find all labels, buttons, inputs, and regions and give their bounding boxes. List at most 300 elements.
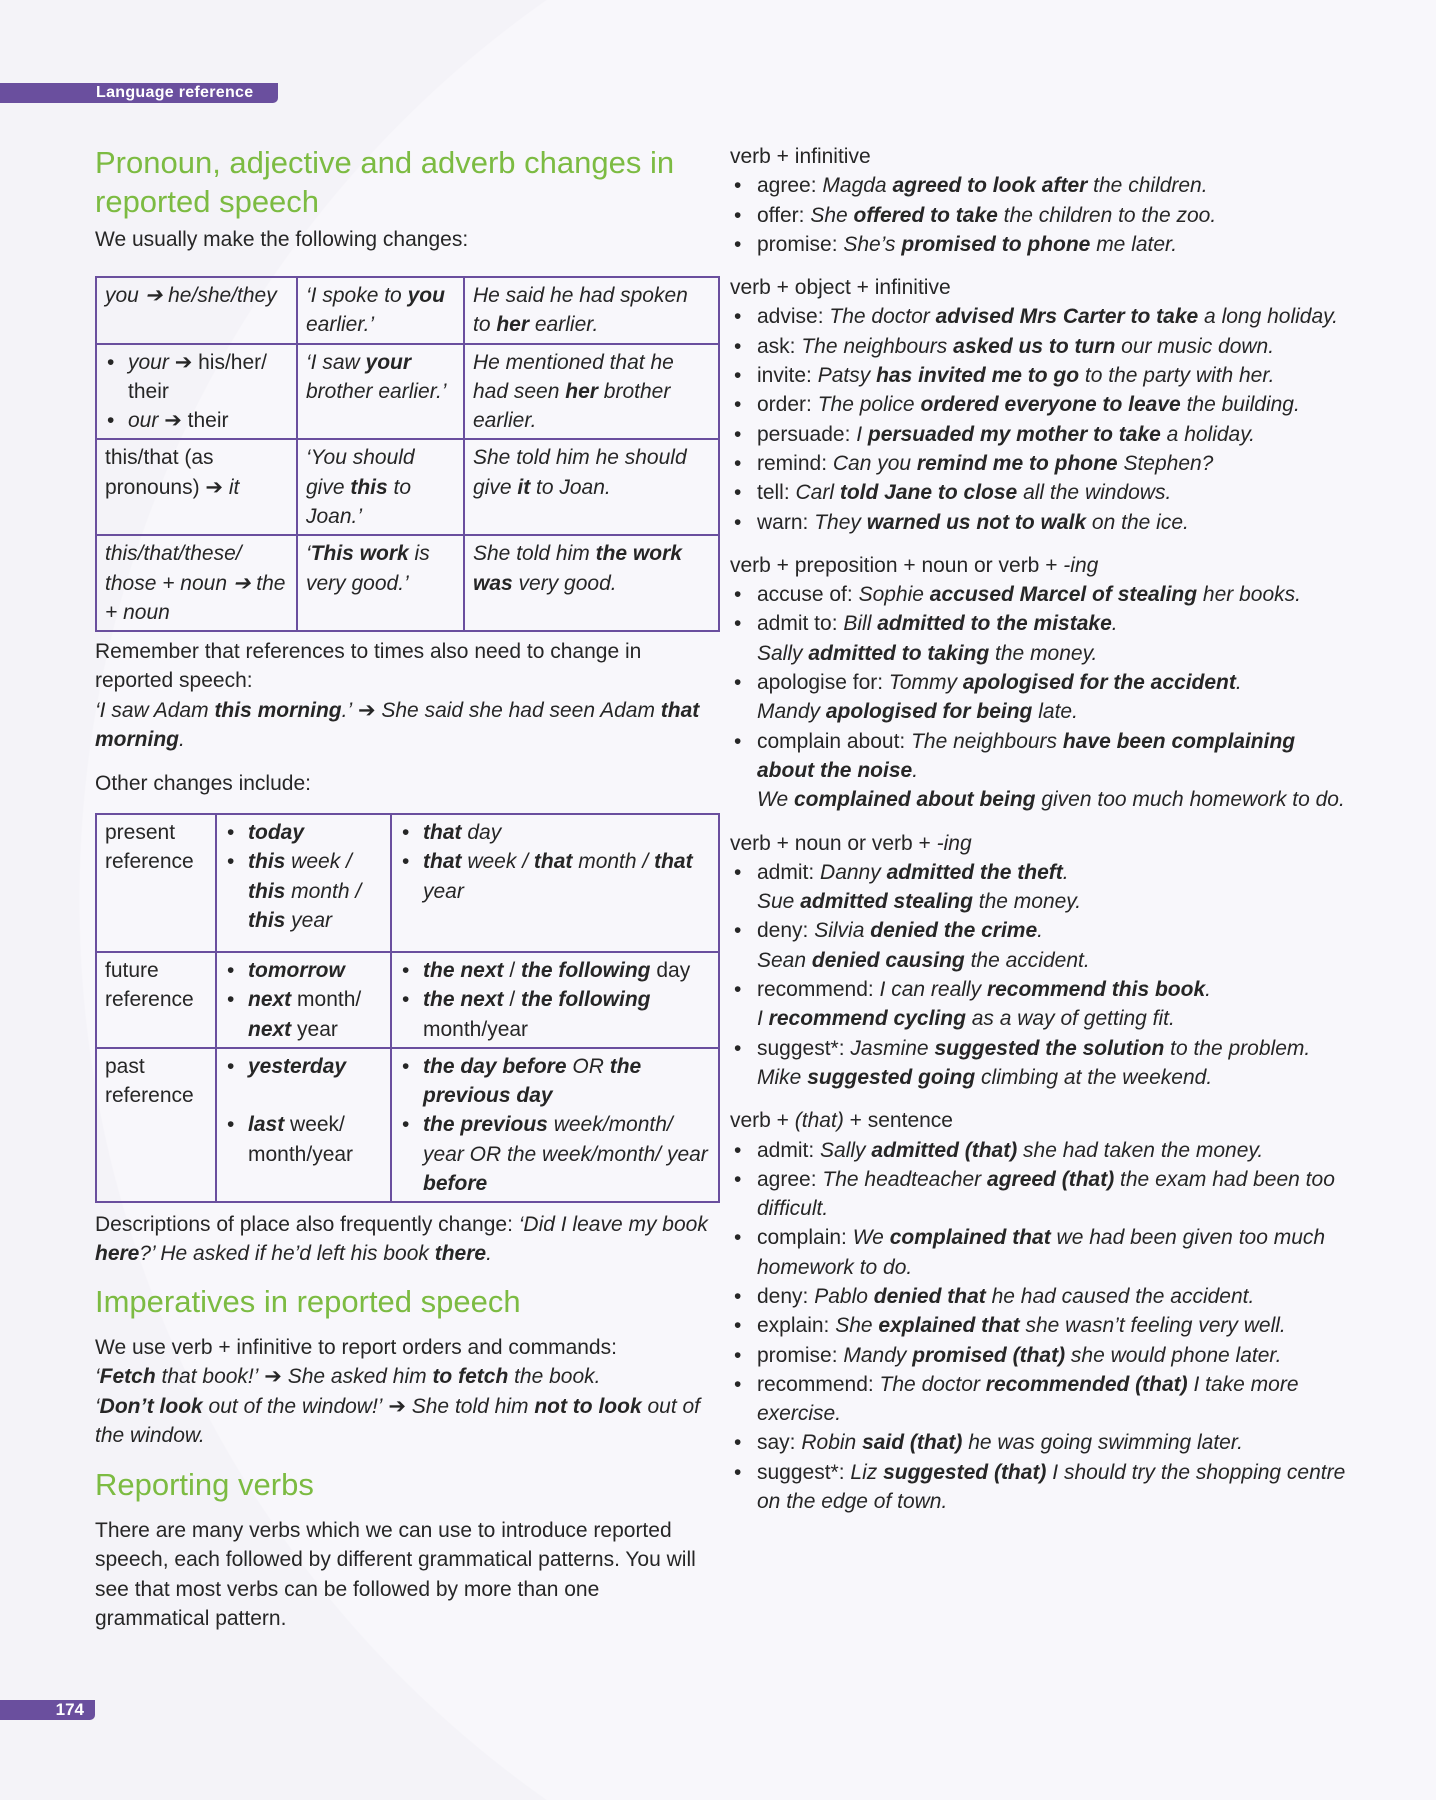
text-run: the following — [521, 959, 651, 982]
example-line — [757, 508, 1350, 537]
text-run: He said he had spoken to — [473, 284, 688, 337]
verb-example — [730, 916, 1350, 975]
text-run: her — [565, 379, 598, 403]
example-line — [757, 478, 1350, 507]
text-run: ‘I saw Adam — [95, 698, 215, 722]
text-run: admit: — [757, 1138, 821, 1162]
text-run: ordered everyone to leave — [920, 393, 1181, 417]
example-line — [757, 609, 1350, 638]
text-run: apologise for: — [757, 671, 889, 695]
text-run: apologised for the accident — [962, 671, 1236, 695]
text-run: ➔ — [258, 1365, 288, 1389]
text-run: she had taken the money. — [1017, 1138, 1264, 1162]
text-run: advised Mrs Carter to take — [935, 305, 1199, 329]
pronoun-changes-table — [95, 276, 720, 632]
text-run: There are many verbs which we can use to introduce reported speech, each followed by different grammatical patterns. You will see that most verbs can be followed by more than one grammatical pattern. — [95, 1519, 696, 1630]
example-line — [757, 1341, 1350, 1370]
verb-example — [730, 1165, 1350, 1224]
text-run: remind me to phone — [916, 451, 1118, 475]
reporting-verbs-section — [95, 1465, 718, 1633]
text-run: earlier. — [529, 313, 599, 337]
pattern-heading — [730, 551, 1350, 580]
verb-example — [730, 727, 1350, 815]
text-run: year — [423, 879, 464, 903]
table-row — [96, 1048, 719, 1202]
text-run: week / — [461, 850, 534, 874]
list-item — [400, 956, 710, 985]
text-run: invite: — [757, 364, 818, 388]
text-run: day — [461, 821, 502, 844]
table-cell — [96, 439, 297, 535]
text-run: tell: — [757, 481, 796, 505]
text-run: Robin — [801, 1431, 863, 1455]
text-run: the day before — [423, 1054, 567, 1078]
text-run: I take more exercise. — [757, 1372, 1299, 1426]
text-run: offer: — [757, 203, 811, 227]
text-run: this/that/these/ those + noun ➔ the + noun — [105, 542, 286, 624]
text-run: ‘ — [306, 542, 311, 566]
text-run: you ➔ he/she/they — [105, 284, 277, 307]
text-run: earlier.’ — [306, 313, 375, 337]
text-run: the children. — [1087, 174, 1208, 198]
section-tab — [0, 83, 278, 103]
example-line — [757, 1136, 1350, 1165]
example-line — [757, 1458, 1350, 1517]
example-line — [757, 639, 1350, 668]
text-run: accuse of: — [757, 583, 859, 607]
example-line — [757, 1428, 1350, 1457]
text-run: your — [128, 350, 169, 374]
text-run: persuade: — [757, 422, 857, 446]
text-run: ➔ — [382, 1394, 412, 1418]
remember-text — [95, 637, 718, 696]
text-run: admit to: — [757, 612, 844, 636]
text-run: you — [407, 284, 445, 307]
table-cell — [96, 277, 297, 344]
text-run: present reference — [105, 821, 194, 874]
example-line — [757, 1311, 1350, 1340]
time-references-note — [95, 637, 718, 798]
text-run: given too much homework to do. — [1035, 788, 1345, 812]
text-run: asked us to turn — [953, 334, 1116, 358]
verb-list — [730, 171, 1350, 259]
table-cell — [96, 344, 297, 440]
text-run: I — [856, 422, 868, 446]
text-run: Sally — [757, 641, 809, 665]
text-run: I should try the shopping centre on the edge of town. — [757, 1460, 1346, 1514]
bullet-list — [400, 818, 710, 906]
text-run: our — [128, 409, 159, 433]
example-line — [757, 1165, 1350, 1224]
text-run: week/ month/year — [248, 1113, 354, 1166]
text-run: + sentence — [843, 1109, 953, 1133]
imperatives-heading: Imperatives in reported speech — [95, 1284, 521, 1319]
text-run: admitted (that) — [871, 1138, 1018, 1162]
text-run: The doctor — [879, 1372, 986, 1396]
text-run: day — [650, 959, 691, 982]
time-changes-table — [95, 813, 720, 1203]
bullet-list — [225, 818, 382, 935]
other-changes-text: Other changes include: — [95, 772, 311, 796]
text-run: remind: — [757, 451, 833, 475]
text-run: week/month/ year OR the week/month/ year — [423, 1113, 708, 1166]
text-run: the children to the zoo. — [997, 203, 1217, 227]
verb-example — [730, 1458, 1350, 1517]
table-cell — [391, 814, 719, 952]
text-run: promised (that) — [912, 1343, 1066, 1367]
text-run: Mandy — [843, 1343, 913, 1367]
remember-example — [95, 696, 718, 755]
text-run: We — [852, 1226, 890, 1250]
text-run: advise: — [757, 305, 830, 329]
text-run: ‘You should give — [306, 446, 415, 499]
text-run: persuaded my mother to take — [867, 422, 1161, 446]
list-item — [225, 1052, 382, 1081]
text-run: month / — [572, 850, 655, 874]
text-run: before — [423, 1172, 488, 1196]
text-run: . — [1062, 860, 1069, 884]
text-run: Bill — [843, 612, 878, 636]
text-run: out of the window. — [95, 1394, 701, 1447]
text-run: future reference — [105, 959, 194, 1012]
text-run: here — [95, 1242, 140, 1266]
text-run: promise: — [757, 1343, 844, 1367]
text-run: denied that — [873, 1284, 986, 1308]
text-run: this morning — [214, 698, 342, 722]
verb-example — [730, 201, 1350, 230]
text-run: her books. — [1197, 583, 1301, 607]
verb-example — [730, 302, 1350, 331]
text-run: the next — [423, 959, 504, 982]
text-run: suggest*: — [757, 1036, 851, 1060]
text-run: ➔ his/her/ their — [128, 350, 267, 403]
text-run: said (that) — [862, 1431, 963, 1455]
verb-patterns-column — [730, 142, 1350, 1516]
list-item — [225, 1110, 382, 1169]
text-run: complain about: — [757, 729, 912, 753]
text-run: is very good.’ — [306, 542, 430, 595]
verb-example — [730, 1341, 1350, 1370]
text-run: next — [248, 988, 292, 1012]
text-run: verb + object + infinitive — [730, 276, 951, 300]
text-run: admitted stealing — [800, 890, 973, 914]
verb-example — [730, 171, 1350, 200]
text-run: the next — [423, 988, 504, 1012]
example-line — [757, 1282, 1350, 1311]
table-cell — [464, 344, 719, 440]
example-line — [757, 697, 1350, 726]
text-run: she would phone later. — [1065, 1343, 1282, 1367]
text-run: recommend: — [757, 1372, 880, 1396]
pattern-heading — [730, 829, 1350, 858]
bullet-list — [225, 1052, 382, 1169]
text-run: yesterday — [248, 1054, 347, 1078]
text-run: our music down. — [1115, 334, 1275, 358]
text-run: ➔ their — [158, 409, 229, 433]
text-run: ‘I spoke to — [306, 284, 408, 307]
text-run: past reference — [105, 1054, 194, 1108]
text-run: verb + noun or verb + — [730, 831, 937, 855]
text-run: her — [496, 313, 530, 337]
pattern-heading — [730, 273, 1350, 302]
text-run: we had been given too much homework to do. — [757, 1226, 1326, 1279]
verb-example — [730, 858, 1350, 917]
text-run: this — [350, 475, 388, 499]
text-run: deny: — [757, 1284, 815, 1308]
text-run: recommend: — [757, 978, 880, 1002]
text-run: warn: — [757, 510, 815, 534]
example-line — [757, 858, 1350, 887]
table-cell — [464, 277, 719, 344]
table-row — [96, 439, 719, 535]
text-run: ‘Did I leave my book — [518, 1213, 708, 1236]
text-run: me later. — [1090, 232, 1178, 256]
list-item — [400, 818, 710, 847]
text-run: He mentioned that he had seen — [473, 350, 674, 403]
intro-text: We usually make the following changes: — [95, 228, 469, 251]
text-run: verb + infinitive — [730, 145, 871, 168]
table-cell — [464, 439, 719, 535]
text-run: Remember that references to times also need to change in reported speech: — [95, 640, 642, 693]
table-cell — [391, 952, 719, 1048]
text-run: apologised for being — [825, 700, 1033, 724]
verb-example — [730, 449, 1350, 478]
page-title: Pronoun, adjective and adverb changes in reported speech — [95, 145, 675, 219]
text-run: Pablo — [814, 1284, 874, 1308]
example-line — [757, 580, 1350, 609]
text-run: . — [912, 758, 919, 782]
text-run: the previous day — [423, 1054, 642, 1108]
text-run: complained about being — [793, 788, 1036, 812]
text-run: suggested the solution — [934, 1036, 1165, 1060]
text-run: ?’ He asked if he’d left his book — [139, 1242, 435, 1266]
list-item — [105, 406, 288, 435]
table-cell — [96, 1048, 216, 1202]
example-line — [757, 668, 1350, 697]
list-item — [225, 985, 382, 1044]
text-run: . — [1111, 612, 1118, 636]
text-run: I — [757, 1007, 769, 1031]
table-cell — [96, 814, 216, 952]
text-run: the money. — [972, 890, 1082, 914]
example-line — [757, 975, 1350, 1004]
text-line — [95, 1362, 718, 1391]
text-run: admit: — [757, 860, 821, 884]
table-row — [96, 277, 719, 344]
verb-list — [730, 580, 1350, 814]
text-run: / — [503, 959, 522, 982]
text-run: accused Marcel of stealing — [929, 583, 1198, 607]
text-run: explain: — [757, 1314, 836, 1338]
text-run: Sean — [757, 948, 812, 972]
text-run: Mandy — [757, 700, 826, 724]
text-run: climbing at the weekend. — [975, 1065, 1213, 1089]
text-run: he had caused the accident. — [985, 1284, 1255, 1308]
text-run: Liz — [850, 1460, 884, 1484]
example-line — [757, 201, 1350, 230]
list-item — [105, 348, 288, 407]
text-run: She told him — [473, 542, 596, 566]
text-run: as a way of getting fit. — [965, 1007, 1175, 1031]
verb-example — [730, 508, 1350, 537]
text-run: suggested (that) — [883, 1460, 1047, 1484]
text-run: it — [517, 475, 531, 499]
example-line — [757, 1034, 1350, 1063]
text-run: the money. — [989, 641, 1098, 665]
text-run: agree: — [757, 174, 823, 198]
example-line — [757, 916, 1350, 945]
text-run: that — [654, 850, 693, 874]
text-run: We use verb + infinitive to report orders and commands: — [95, 1336, 617, 1359]
text-run: he was going swimming later. — [962, 1431, 1243, 1455]
imperatives-body — [95, 1333, 718, 1450]
text-run: verb + preposition + noun or verb + — [730, 553, 1064, 577]
text-run: admitted the theft — [886, 860, 1063, 884]
text-run: complain: — [757, 1226, 853, 1250]
bullet-list — [400, 956, 710, 1044]
table-cell — [391, 1048, 719, 1202]
text-run: this — [248, 850, 286, 874]
table-row — [96, 535, 719, 631]
text-run: recommend cycling — [768, 1007, 966, 1031]
text-run: The neighbours — [801, 334, 954, 358]
verb-list — [730, 1136, 1350, 1517]
text-run: Don’t look — [99, 1394, 203, 1418]
text-run: to Joan.’ — [306, 475, 412, 529]
example-line — [757, 171, 1350, 200]
text-run: Silvia — [814, 919, 871, 943]
text-run: year — [291, 1017, 338, 1041]
text-run: year — [285, 908, 333, 932]
verb-example — [730, 1282, 1350, 1311]
list-item — [225, 956, 382, 985]
list-item — [400, 847, 710, 906]
text-line — [95, 1392, 718, 1451]
text-run: tomorrow — [248, 959, 345, 982]
text-run: this — [248, 879, 286, 903]
text-run: . — [1037, 919, 1043, 943]
text-run: brother earlier. — [473, 379, 671, 433]
text-run: the book. — [508, 1365, 601, 1389]
bullet-list — [400, 1052, 710, 1198]
text-run: out of the window!’ — [202, 1394, 383, 1418]
text-run: not to look — [534, 1394, 642, 1418]
text-run: promise: — [757, 232, 844, 256]
example-line — [757, 332, 1350, 361]
table-cell — [464, 535, 719, 631]
text-run: the exam had been too difficult. — [757, 1167, 1335, 1221]
text-run: that morning — [95, 698, 700, 751]
text-run: the work was — [473, 542, 682, 595]
table-cell — [297, 277, 464, 344]
reporting-verbs-body — [95, 1516, 718, 1633]
text-run: offered to take — [853, 203, 998, 227]
text-run: that — [423, 821, 462, 844]
place-descriptions-text — [95, 1210, 718, 1269]
text-run: -ing — [936, 831, 972, 855]
text-run: .’ — [341, 698, 353, 722]
table-cell — [216, 1048, 391, 1202]
text-run: all the windows. — [1017, 481, 1172, 505]
text-run: today — [248, 821, 305, 844]
text-run: The police — [817, 393, 921, 417]
text-run: Danny — [820, 860, 887, 884]
table-cell — [216, 952, 391, 1048]
example-line — [757, 390, 1350, 419]
text-run: . — [1235, 671, 1242, 695]
text-run: The neighbours — [911, 729, 1063, 753]
text-run: next — [248, 1017, 292, 1041]
example-line — [757, 230, 1350, 259]
pattern-heading — [730, 142, 1350, 171]
text-run: ask: — [757, 334, 802, 358]
verb-example — [730, 361, 1350, 390]
text-run: order: — [757, 393, 818, 417]
table-cell — [216, 814, 391, 952]
text-run: admitted to taking — [808, 641, 990, 665]
text-run: the following — [521, 988, 651, 1012]
table-cell — [96, 535, 297, 631]
reporting-verbs-heading: Reporting verbs — [95, 1467, 314, 1502]
example-line — [757, 449, 1350, 478]
main-heading-block — [95, 143, 718, 254]
example-line — [757, 361, 1350, 390]
list-item — [400, 1110, 710, 1198]
text-run: week / — [285, 850, 352, 874]
verb-example — [730, 390, 1350, 419]
text-run: She — [810, 203, 854, 227]
text-run: ‘ — [95, 1365, 100, 1389]
text-run: We — [757, 788, 794, 812]
example-line — [757, 1004, 1350, 1033]
text-run: Mike — [757, 1065, 808, 1089]
text-run: a holiday. — [1160, 422, 1256, 446]
text-run: The doctor — [829, 305, 936, 329]
page-number-tab — [0, 1700, 95, 1720]
example-line — [757, 1063, 1350, 1092]
text-run: say: — [757, 1431, 802, 1455]
verb-example — [730, 580, 1350, 609]
text-run: She said she had seen Adam — [381, 698, 661, 722]
text-run: . — [486, 1242, 492, 1266]
example-line — [757, 420, 1350, 449]
text-run: that — [533, 850, 573, 874]
verb-example — [730, 420, 1350, 449]
text-run: Patsy — [817, 364, 877, 388]
text-run: suggest*: — [757, 1460, 851, 1484]
verb-example — [730, 1223, 1350, 1282]
text-run: has invited me to go — [876, 364, 1080, 388]
text-run: denied the crime — [870, 919, 1038, 943]
verb-example — [730, 1428, 1350, 1457]
text-run: recommended (that) — [985, 1372, 1188, 1396]
text-run: Fetch — [99, 1365, 156, 1389]
table-cell — [297, 535, 464, 631]
text-run: She asked him — [287, 1365, 433, 1389]
bullet-list — [105, 348, 288, 436]
text-run: / — [503, 988, 522, 1012]
text-run: She — [835, 1314, 879, 1338]
list-item — [225, 818, 382, 847]
text-run: -ing — [1063, 553, 1099, 577]
text-run: late. — [1032, 700, 1078, 724]
table-row — [96, 952, 719, 1048]
text-run: that — [423, 850, 462, 874]
text-run: to the party with her. — [1079, 364, 1275, 388]
example-line — [757, 1223, 1350, 1282]
text-run: The headteacher — [822, 1167, 988, 1191]
text-run: Can you — [832, 451, 917, 475]
